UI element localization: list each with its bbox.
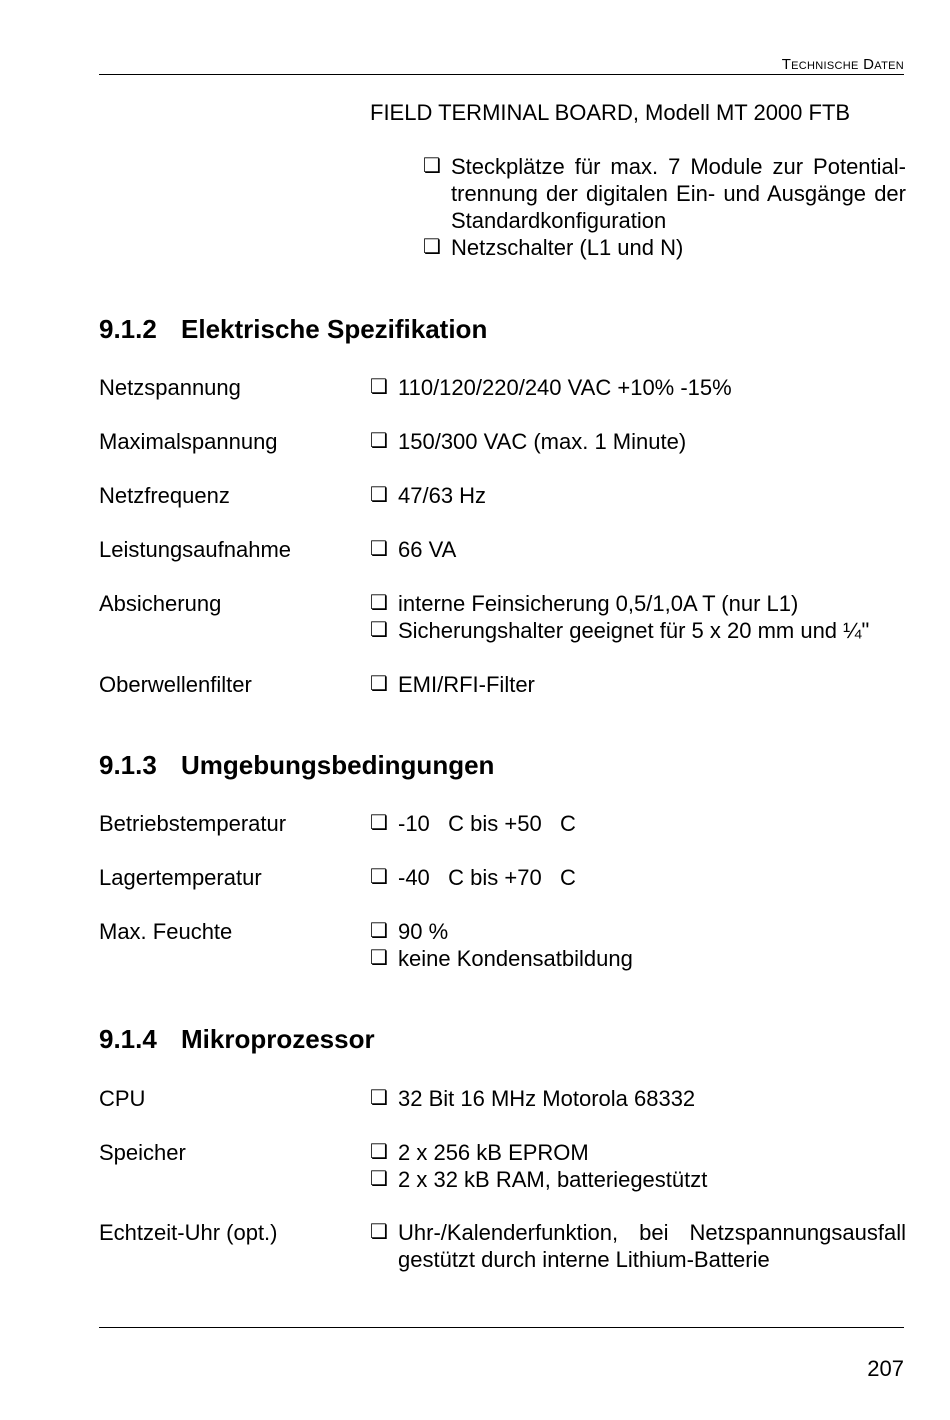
footer-rule bbox=[99, 1327, 904, 1328]
spec-value: keine Kondensatbildung bbox=[398, 946, 633, 971]
checkbox-bullet-icon: ❏ bbox=[370, 538, 388, 560]
spec-label: Betriebstemperatur bbox=[99, 811, 287, 836]
spec-values bbox=[370, 918, 906, 972]
board-bullet-list bbox=[423, 153, 906, 261]
spec-value: 2 x 256 kB EPROM bbox=[398, 1140, 589, 1165]
spec-values bbox=[370, 428, 906, 455]
spec-label: Maximalspannung bbox=[99, 429, 278, 454]
spec-values bbox=[370, 482, 906, 509]
checkbox-bullet-icon: ❏ bbox=[370, 1087, 388, 1109]
header-rule bbox=[99, 74, 904, 75]
board-title: FIELD TERMINAL BOARD, Modell MT 2000 FTB bbox=[370, 100, 851, 125]
spec-label: Netzfrequenz bbox=[99, 483, 230, 508]
section-number: 9.1.4 bbox=[99, 1024, 157, 1054]
bullet-item bbox=[423, 153, 906, 234]
checkbox-bullet-icon: ❏ bbox=[370, 1141, 388, 1163]
spec-label: Oberwellenfilter bbox=[99, 672, 252, 697]
bullet-item bbox=[370, 864, 906, 891]
checkbox-bullet-icon: ❏ bbox=[370, 947, 388, 969]
bullet-item bbox=[370, 1085, 906, 1112]
checkbox-bullet-icon: ❏ bbox=[370, 1168, 388, 1190]
spec-value: 32 Bit 16 MHz Motorola 68332 bbox=[398, 1086, 696, 1111]
bullet-item bbox=[370, 1139, 906, 1166]
checkbox-bullet-icon: ❏ bbox=[370, 1221, 388, 1243]
spec-value: 110/120/220/240 VAC +10% ‑15% bbox=[398, 375, 732, 400]
section-title: Umgebungsbedingungen bbox=[181, 750, 495, 780]
bullet-item bbox=[370, 374, 906, 401]
bullet-item bbox=[370, 428, 906, 455]
header-initial: T bbox=[781, 56, 792, 73]
spec-value: ‑10 C bis +50 C bbox=[398, 811, 576, 836]
spec-label: Speicher bbox=[99, 1140, 186, 1165]
checkbox-bullet-icon: ❏ bbox=[370, 430, 388, 452]
spec-label: Echtzeit-Uhr (opt.) bbox=[99, 1220, 278, 1245]
section-heading bbox=[99, 1024, 375, 1055]
spec-label: Absicherung bbox=[99, 591, 222, 616]
bullet-item bbox=[370, 810, 906, 837]
spec-label: Leistungsaufnahme bbox=[99, 537, 292, 562]
spec-label: Max. Feuchte bbox=[99, 919, 233, 944]
spec-values bbox=[370, 810, 906, 837]
spec-values bbox=[370, 1139, 906, 1193]
spec-values bbox=[370, 374, 906, 401]
bullet-text: Steckplätze für max. 7 Module zur Potential- trennung der digitalen Ein- und Ausgänge der Standardkonfiguration bbox=[451, 154, 906, 233]
section-title: Mikroprozessor bbox=[181, 1024, 375, 1054]
spec-values bbox=[370, 864, 906, 891]
section-title: Elektrische Spezifikation bbox=[181, 314, 488, 344]
checkbox-bullet-icon: ❏ bbox=[370, 920, 388, 942]
bullet-item bbox=[370, 617, 906, 644]
checkbox-bullet-icon: ❏ bbox=[423, 155, 441, 177]
spec-value: Sicherungshalter geeignet für 5 x 20 mm und ¼" bbox=[398, 618, 870, 643]
section-heading bbox=[99, 750, 494, 781]
spec-value: ‑40 C bis +70 C bbox=[398, 865, 576, 890]
section-number: 9.1.3 bbox=[99, 750, 157, 780]
page-number: 207 bbox=[867, 1356, 904, 1381]
bullet-item bbox=[370, 590, 906, 617]
bullet-text: Netzschalter (L1 und N) bbox=[451, 235, 684, 260]
spec-label: CPU bbox=[99, 1086, 146, 1111]
bullet-item bbox=[370, 918, 906, 945]
spec-value: 150/300 VAC (max. 1 Minute) bbox=[398, 429, 687, 454]
checkbox-bullet-icon: ❏ bbox=[370, 376, 388, 398]
checkbox-bullet-icon: ❏ bbox=[370, 484, 388, 506]
checkbox-bullet-icon: ❏ bbox=[370, 812, 388, 834]
bullet-item bbox=[370, 536, 906, 563]
spec-values bbox=[370, 590, 906, 644]
spec-value: Uhr-/Kalenderfunktion, bei Netzspannungsausfall gestützt durch interne Lithium-Batterie bbox=[398, 1220, 906, 1272]
header-rest: aten bbox=[874, 56, 904, 73]
bullet-item bbox=[370, 1166, 906, 1193]
spec-value: 47/63 Hz bbox=[398, 483, 487, 508]
checkbox-bullet-icon: ❏ bbox=[370, 619, 388, 641]
bullet-item bbox=[370, 482, 906, 509]
spec-value: 2 x 32 kB RAM, batteriegestützt bbox=[398, 1167, 708, 1192]
header-word-1 bbox=[782, 56, 859, 73]
header-word-2 bbox=[863, 56, 904, 73]
spec-value: interne Feinsicherung 0,5/1,0A T (nur L1) bbox=[398, 591, 799, 616]
bullet-item bbox=[370, 671, 906, 698]
checkbox-bullet-icon: ❏ bbox=[423, 236, 441, 258]
checkbox-bullet-icon: ❏ bbox=[370, 866, 388, 888]
spec-value: 90 % bbox=[398, 919, 449, 944]
spec-values bbox=[370, 1085, 906, 1112]
spec-values bbox=[370, 536, 906, 563]
checkbox-bullet-icon: ❏ bbox=[370, 592, 388, 614]
bullet-item bbox=[423, 234, 906, 261]
checkbox-bullet-icon: ❏ bbox=[370, 673, 388, 695]
bullet-item bbox=[370, 945, 906, 972]
bullet-item bbox=[370, 1219, 906, 1273]
spec-label: Lagertemperatur bbox=[99, 865, 262, 890]
spec-label: Netzspannung bbox=[99, 375, 241, 400]
header-initial: D bbox=[863, 56, 875, 73]
running-header bbox=[782, 56, 904, 73]
spec-value: EMI/RFI-Filter bbox=[398, 672, 535, 697]
section-heading bbox=[99, 314, 487, 345]
spec-values bbox=[370, 1219, 906, 1273]
spec-values bbox=[370, 671, 906, 698]
spec-value: 66 VA bbox=[398, 537, 457, 562]
section-number: 9.1.2 bbox=[99, 314, 157, 344]
header-rest: echnische bbox=[791, 56, 859, 73]
